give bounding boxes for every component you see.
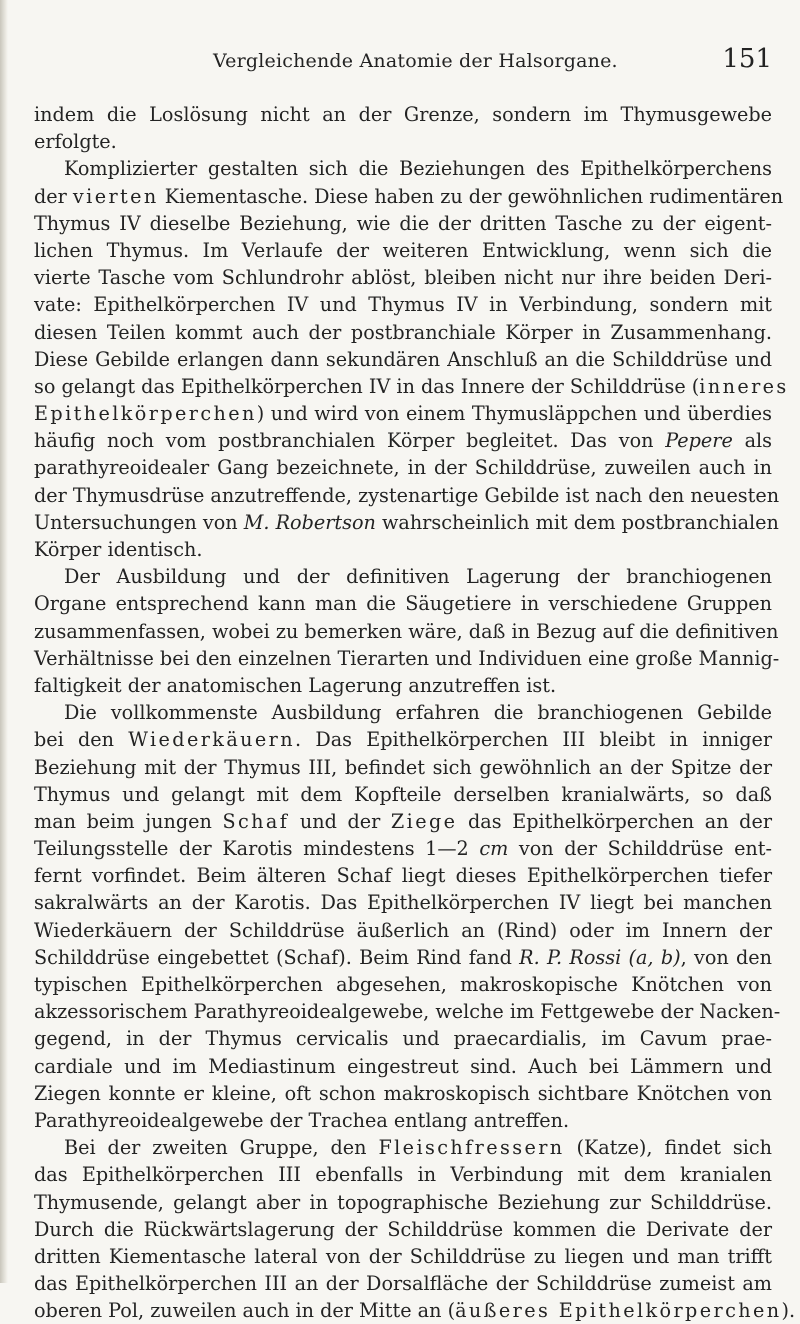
text-run: dritten Kiementasche lateral von der Schilddrüse zu liegen und man trifft — [34, 1244, 772, 1268]
text-run: Thymus IV dieselbe Beziehung, wie die der dritten Tasche zu der eigent- — [34, 211, 772, 235]
italic-name: R. P. Rossi (a, b) — [519, 945, 681, 969]
text-run: akzessorischem Parathyreoidealgewebe, welche im Fettgewebe der Nacken- — [34, 1000, 781, 1024]
text-line — [34, 128, 772, 155]
text-run: das Epithelkörperchen III an der Dorsalfläche der Schilddrüse zumeist am — [34, 1272, 772, 1296]
text-run: oberen Pol, zuweilen auch in der Mitte an ( — [34, 1299, 456, 1323]
text-line — [34, 672, 772, 699]
text-run: Durch die Rückwärtslagerung der Schilddrüse kommen die Derivate der — [34, 1217, 772, 1241]
text-run: das Epithelkörperchen III ebenfalls in Verbindung mit dem kranialen — [34, 1163, 772, 1187]
text-run: Verhältnisse bei den einzelnen Tierarten und Individuen eine große Mannig- — [34, 646, 780, 670]
text-line — [34, 1243, 772, 1270]
text-run: Untersuchungen von — [34, 510, 244, 534]
text-line — [34, 917, 772, 944]
text-line — [34, 373, 789, 400]
text-line — [34, 536, 772, 563]
text-line — [34, 210, 772, 237]
text-run: erfolgte. — [34, 130, 117, 154]
text-line — [34, 1107, 772, 1134]
spaced-emphasis: äußeres Epithelkörperchen — [455, 1299, 782, 1323]
text-run: Der Ausbildung und der definitiven Lagerung der branchiogenen — [64, 565, 772, 589]
text-run: Bei der zweiten Gruppe, den — [64, 1136, 379, 1160]
text-run: Schilddrüse eingebettet (Schaf). Beim Rind fand — [34, 945, 520, 969]
text-run: ) und wird von einem Thymusläppchen und überdies — [256, 402, 772, 426]
text-line — [34, 291, 772, 318]
text-run: bei den — [34, 728, 129, 752]
text-run: der — [34, 184, 73, 208]
text-line — [34, 1189, 772, 1216]
text-line — [34, 618, 779, 645]
text-run: typischen Epithelkörperchen abgesehen, makroskopische Knötchen von — [34, 973, 772, 996]
text-line — [34, 781, 772, 808]
text-line — [34, 1025, 772, 1052]
text-run: Beziehung mit der Thymus III, befindet sich gewöhnlich an der Spitze der — [34, 755, 772, 779]
running-title: Vergleichende Anatomie der Halsorgane. — [213, 50, 618, 72]
text-run: cardiale und im Mediastinum eingestreut sind. Auch bei Lämmern und — [34, 1054, 772, 1078]
spaced-emphasis: Epithelkörperchen — [34, 402, 257, 426]
text-run: Thymus und gelangt mit dem Kopfteile derselben kranialwärts, so daß — [34, 782, 772, 806]
text-run: fernt vorfindet. Beim älteren Schaf liegt dieses Epithelkörperchen tiefer — [34, 864, 772, 888]
text-run: Teilungsstelle der Karotis mindestens 1—2 — [34, 837, 480, 861]
text-run: Thymusende, gelangt aber in topographische Beziehung zur Schilddrüse. — [34, 1190, 772, 1214]
text-run: parathyreoidealer Gang bezeichnete, in der Schilddrüse, zuweilen auch in — [34, 456, 772, 480]
text-line — [34, 454, 772, 481]
text-line — [34, 400, 772, 427]
spaced-emphasis: inneres — [699, 374, 789, 398]
text-line — [34, 699, 772, 726]
text-line — [34, 808, 772, 835]
page-number: 151 — [722, 44, 772, 74]
text-run: und der — [289, 809, 391, 833]
text-line — [34, 482, 780, 509]
text-run: vierte Tasche vom Schlundrohr ablöst, bleiben nicht nur ihre beiden Deri- — [34, 266, 772, 290]
text-line — [34, 1134, 772, 1161]
spaced-emphasis: vierten — [72, 184, 159, 208]
text-line — [34, 1053, 772, 1080]
text-line — [34, 346, 772, 373]
page-gutter-shadow — [0, 0, 8, 1283]
text-line — [34, 1161, 772, 1188]
text-line — [34, 1270, 772, 1297]
text-run: (Katze), findet sich — [564, 1136, 772, 1160]
text-line — [34, 889, 772, 916]
text-run: der Thymusdrüse anzutreffende, zystenartige Gebilde ist nach den neuesten — [34, 483, 780, 507]
text-line — [34, 971, 772, 998]
text-run: lichen Thymus. Im Verlaufe der weiteren Entwicklung, wenn sich die — [34, 238, 772, 262]
text-line — [34, 645, 780, 672]
text-line — [34, 155, 772, 182]
text-line — [34, 726, 772, 753]
text-line — [34, 754, 772, 781]
text-run: so gelangt das Epithelkörperchen IV in das Innere der Schilddrüse ( — [34, 374, 700, 398]
text-run: vate: Epithelkörperchen IV und Thymus IV in Verbindung, sondern mit — [34, 293, 772, 317]
text-line — [34, 509, 779, 536]
text-run: zusammenfassen, wobei zu bemerken wäre, daß in Bezug auf die definitiven — [34, 619, 779, 643]
text-run: das Epithelkörperchen an der — [457, 809, 772, 833]
text-line — [34, 101, 772, 128]
text-line — [34, 264, 772, 291]
text-line — [34, 1216, 772, 1243]
text-run: faltigkeit der anatomischen Lagerung anzutreffen ist. — [34, 673, 557, 697]
text-line — [34, 944, 772, 971]
text-run: Organe entsprechend kann man die Säugetiere in verschiedene Gruppen — [34, 592, 772, 616]
text-run: diesen Teilen kommt auch der postbranchiale Körper in Zusammenhang. — [34, 320, 772, 344]
text-run: Parathyreoidealgewebe der Trachea entlang antreffen. — [34, 1108, 570, 1132]
body-text — [34, 101, 796, 1324]
italic-name: cm — [479, 837, 509, 861]
spaced-emphasis: Fleischfressern — [378, 1136, 565, 1160]
text-line — [34, 1080, 772, 1107]
text-run: Komplizierter gestalten sich die Beziehungen des Epithelkörperchens — [64, 157, 772, 181]
text-run: häufig noch vom postbranchialen Körper begleitet. Das von — [34, 429, 666, 453]
text-line — [34, 590, 772, 617]
text-line — [34, 319, 772, 346]
text-run: Wiederkäuern der Schilddrüse äußerlich an (Rind) oder im Innern der — [34, 918, 772, 942]
spaced-emphasis: Wiederkäuern — [128, 728, 296, 752]
text-run: Diese Gebilde erlangen dann sekundären Anschluß an die Schilddrüse und — [34, 347, 772, 371]
text-line — [34, 862, 772, 889]
spaced-emphasis: Schaf — [222, 809, 290, 833]
text-run: Körper identisch. — [34, 538, 203, 561]
text-line — [34, 563, 772, 590]
text-run: , von den — [680, 945, 773, 969]
text-line — [34, 835, 772, 862]
italic-name: Pepere — [665, 429, 733, 453]
text-line — [34, 237, 772, 264]
text-run: Kiementasche. Diese haben zu der gewöhnlichen rudimentären — [158, 184, 784, 208]
text-run: man beim jungen — [34, 809, 223, 833]
italic-name: M. Robertson — [243, 510, 376, 534]
text-run: gegend, in der Thymus cervicalis und praecardialis, im Cavum prae- — [34, 1027, 772, 1051]
text-run: sakralwärts an der Karotis. Das Epithelkörperchen IV liegt bei manchen — [34, 891, 772, 915]
text-line — [34, 183, 784, 210]
spaced-emphasis: Ziege — [390, 809, 458, 833]
text-line — [34, 427, 772, 454]
text-run: ). — [781, 1299, 796, 1323]
text-line — [34, 1297, 796, 1324]
text-run: . Das Epithelkörperchen III bleibt in inniger — [295, 728, 773, 752]
text-line — [34, 998, 781, 1025]
text-run: als — [732, 429, 772, 453]
text-run: Ziegen konnte er kleine, oft schon makroskopisch sichtbare Knötchen von — [34, 1081, 772, 1105]
text-run: indem die Loslösung nicht an der Grenze, sondern im Thymusgewebe — [34, 103, 772, 126]
text-run: Die vollkommenste Ausbildung erfahren die branchiogenen Gebilde — [64, 701, 772, 725]
text-run: von der Schilddrüse ent- — [508, 837, 772, 861]
text-run: wahrscheinlich mit dem postbranchialen — [375, 510, 779, 534]
